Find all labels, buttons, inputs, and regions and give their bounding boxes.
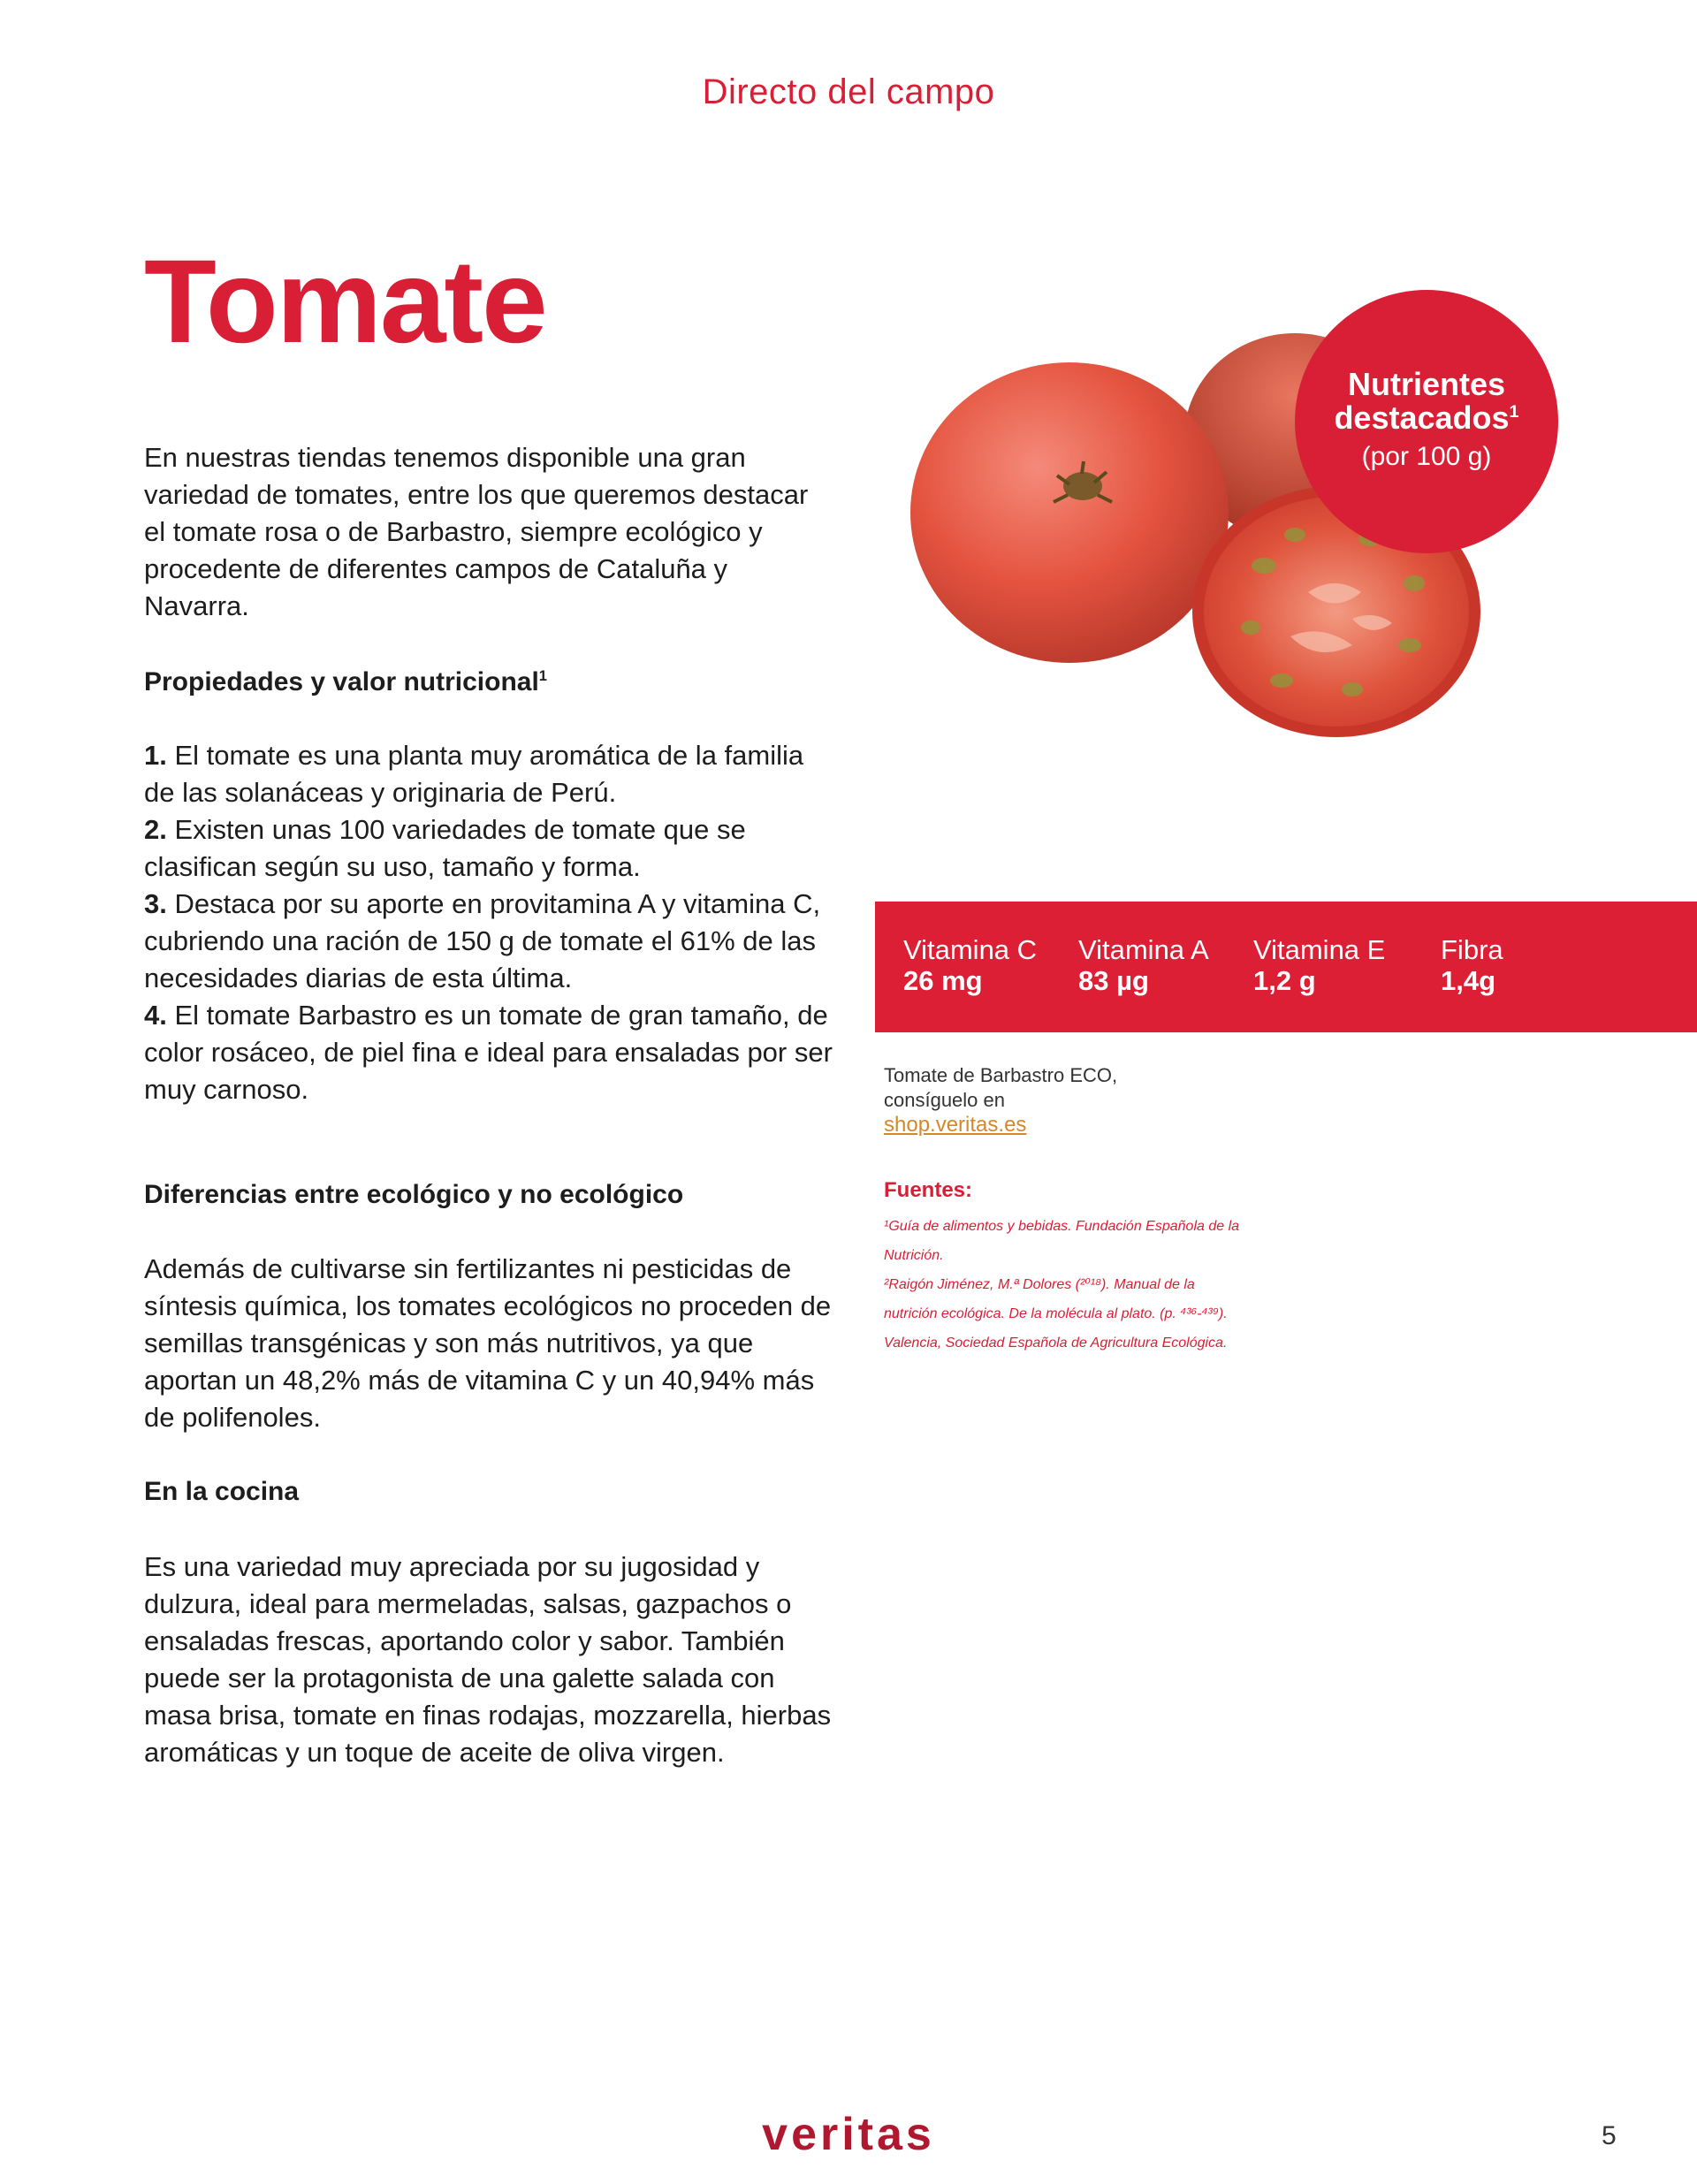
nutrient-value: 83 µg bbox=[1078, 965, 1149, 996]
sources-title: Fuentes: bbox=[884, 1178, 973, 1202]
nutrient-item bbox=[1078, 935, 1209, 997]
list-item-text: Destaca por su aporte en provitamina A y vitamina C, cubriendo una ración de 150 g de tomate el 61% de las necesidades diarias de esta última. bbox=[144, 888, 821, 993]
page-number: 5 bbox=[1602, 2121, 1617, 2150]
nutrient-name: Vitamina E bbox=[1253, 934, 1386, 965]
kitchen-text: Es una variedad muy apreciada por su jugosidad y dulzura, ideal para mermeladas, salsas, gazpachos o ensaladas frescas, aportando color y sabor. También puede ser la protagonista de una galette salada con masa brisa, tomate en finas rodajas, mozzarella, hierbas aromáticas y un toque de aceite de oliva virgen. bbox=[144, 1551, 832, 1768]
list-item-number: 1. bbox=[144, 740, 167, 771]
source-line: Valencia, Sociedad Española de Agricultura Ecológica. bbox=[884, 1336, 1228, 1351]
diff-paragraph bbox=[144, 1251, 833, 1436]
nutrient-item bbox=[903, 935, 1037, 997]
intro-paragraph bbox=[144, 439, 833, 625]
nutrient-value: 1,4g bbox=[1441, 965, 1496, 996]
list-item-number: 3. bbox=[144, 888, 167, 919]
nutrients-badge bbox=[1295, 290, 1558, 553]
diff-heading: Diferencias entre ecológico y no ecológico bbox=[144, 1180, 684, 1209]
nutrient-name: Fibra bbox=[1441, 934, 1503, 965]
badge-line2 bbox=[1295, 401, 1558, 435]
nutrient-value: 26 mg bbox=[903, 965, 983, 996]
source-line: ²Raigón Jiménez, M.ª Dolores (²⁰¹⁸). Manual de la bbox=[884, 1277, 1195, 1292]
kitchen-heading-block bbox=[144, 1473, 833, 1511]
product-note-line2: consíguelo en bbox=[884, 1089, 1005, 1111]
list-item bbox=[144, 886, 833, 997]
list-item bbox=[144, 737, 833, 811]
list-item-text: El tomate Barbastro es un tomate de gran tamaño, de color rosáceo, de piel fina e ideal para ensaladas por ser muy carnoso. bbox=[144, 1000, 833, 1105]
list-item bbox=[144, 811, 833, 886]
nutrient-name: Vitamina C bbox=[903, 934, 1038, 965]
badge-line1: Nutrientes bbox=[1347, 366, 1506, 402]
properties-heading bbox=[144, 664, 833, 701]
sources-block bbox=[884, 1178, 1308, 1358]
properties-heading-text: Propiedades y valor nutricional bbox=[144, 667, 539, 696]
diff-text: Además de cultivarse sin fertilizantes ni pesticidas de síntesis química, los tomates ecológicos no proceden de semillas transgénicas y son más nutritivos, ya que aportan un 48,2% más de vitamina C y un 40,94% más de polifenoles. bbox=[144, 1253, 832, 1433]
section-title: Directo del campo bbox=[702, 72, 995, 111]
list-item-text: El tomate es una planta muy aromática de la familia de las solanáceas y originaria de Perú. bbox=[144, 740, 804, 808]
intro-text: En nuestras tiendas tenemos disponible una gran variedad de tomates, entre los que queremos destacar el tomate rosa o de Barbastro, siempre ecológico y procedente de diferentes campos de Cataluña y Navarra. bbox=[144, 442, 809, 621]
shop-link[interactable]: shop.veritas.es bbox=[884, 1113, 1027, 1137]
nutrient-name: Vitamina A bbox=[1078, 934, 1209, 965]
source-line: ¹Guía de alimentos y bebidas. Fundación Española de la bbox=[884, 1219, 1240, 1234]
nutrient-item bbox=[1253, 935, 1385, 997]
product-note bbox=[884, 1063, 1117, 1138]
diff-heading-block bbox=[144, 1176, 833, 1214]
properties-heading-block bbox=[144, 664, 833, 701]
kitchen-heading: En la cocina bbox=[144, 1477, 300, 1506]
veritas-logo: veritas bbox=[762, 2109, 935, 2160]
whole-tomato bbox=[910, 362, 1229, 663]
kitchen-paragraph bbox=[144, 1549, 833, 1771]
nutrient-band bbox=[875, 902, 1697, 1032]
list-item bbox=[144, 997, 833, 1108]
badge-line3: (por 100 g) bbox=[1361, 442, 1492, 471]
nutrient-value: 1,2 g bbox=[1253, 965, 1316, 996]
source-line: nutrición ecológica. De la molécula al plato. (p. ⁴³⁶-⁴³⁹). bbox=[884, 1306, 1228, 1321]
list-item-number: 4. bbox=[144, 1000, 167, 1031]
nutrient-item bbox=[1441, 935, 1503, 997]
product-note-line1: Tomate de Barbastro ECO, bbox=[884, 1064, 1118, 1086]
badge-footnote-ref: 1 bbox=[1509, 402, 1519, 422]
page-title: Tomate bbox=[144, 236, 546, 368]
badge-line2-text: destacados bbox=[1334, 400, 1510, 436]
properties-list bbox=[144, 737, 833, 1108]
footnote-ref: 1 bbox=[538, 668, 547, 684]
source-line: Nutrición. bbox=[884, 1248, 944, 1263]
list-item-number: 2. bbox=[144, 814, 167, 845]
list-item-text: Existen unas 100 variedades de tomate que se clasifican según su uso, tamaño y forma. bbox=[144, 814, 746, 882]
